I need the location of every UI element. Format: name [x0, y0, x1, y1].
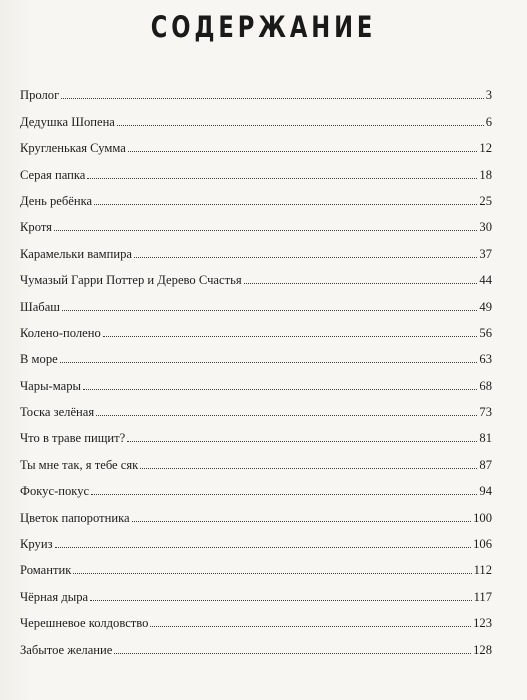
table-of-contents: [20, 76, 492, 657]
toc-entry-page: 117: [473, 589, 492, 604]
toc-entry-page: 56: [479, 325, 492, 340]
toc-leader-dots: [132, 521, 472, 522]
toc-entry: [20, 366, 492, 392]
toc-leader-dots: [87, 178, 477, 179]
toc-leader-dots: [103, 336, 478, 337]
toc-entry-page: 73: [479, 405, 492, 420]
toc-entry: [20, 234, 492, 260]
toc-entry-title: Круиз: [20, 537, 53, 552]
toc-leader-dots: [134, 257, 477, 258]
toc-leader-dots: [128, 151, 478, 152]
toc-leader-dots: [62, 310, 477, 311]
toc-leader-dots: [127, 441, 477, 442]
toc-entry-page: 3: [485, 88, 492, 103]
toc-leader-dots: [61, 98, 483, 99]
toc-entry-title: Пролог: [20, 88, 60, 103]
toc-leader-dots: [150, 626, 471, 627]
toc-entry: [20, 630, 492, 656]
toc-entry: [20, 261, 492, 287]
toc-entry-page: 63: [479, 352, 492, 367]
toc-leader-dots: [90, 600, 471, 601]
toc-leader-dots: [54, 230, 477, 231]
toc-entry: [20, 445, 492, 471]
toc-entry-page: 100: [473, 510, 492, 525]
toc-entry: [20, 102, 492, 128]
toc-entry-page: 87: [479, 457, 492, 472]
toc-leader-dots: [91, 494, 477, 495]
toc-leader-dots: [244, 283, 478, 284]
toc-leader-dots: [55, 547, 472, 548]
toc-entry-title: Колено-полено: [20, 325, 101, 340]
toc-entry: [20, 604, 492, 630]
toc-entry-page: 112: [473, 563, 492, 578]
toc-entry: [20, 76, 492, 102]
toc-entry: [20, 393, 492, 419]
toc-leader-dots: [114, 653, 471, 654]
toc-entry-page: 128: [473, 642, 492, 657]
toc-entry-title: Романтик: [20, 563, 72, 578]
toc-entry: [20, 208, 492, 234]
toc-entry-page: 37: [479, 246, 492, 261]
toc-entry-title: День ребёнка: [20, 193, 93, 208]
toc-entry-title: Карамельки вампира: [20, 246, 133, 261]
toc-leader-dots: [94, 204, 477, 205]
toc-entry-page: 94: [479, 484, 492, 499]
toc-entry-title: В море: [20, 352, 58, 367]
toc-entry-page: 44: [479, 273, 492, 288]
toc-entry: [20, 314, 492, 340]
toc-entry-title: Чары-мары: [20, 378, 81, 393]
toc-entry-title: Фокус-покус: [20, 484, 90, 499]
toc-entry: [20, 472, 492, 498]
toc-entry-title: Чёрная дыра: [20, 589, 89, 604]
toc-entry-title: Ты мне так, я тебе сяк: [20, 457, 139, 472]
toc-entry: [20, 525, 492, 551]
toc-leader-dots: [60, 362, 478, 363]
toc-entry-page: 30: [479, 220, 492, 235]
toc-entry-page: 12: [479, 141, 492, 156]
toc-entry-title: Черешневое колдовство: [20, 616, 149, 631]
toc-entry: [20, 182, 492, 208]
toc-entry: [20, 419, 492, 445]
toc-entry: [20, 498, 492, 524]
toc-entry: [20, 155, 492, 181]
toc-entry-page: 49: [479, 299, 492, 314]
toc-leader-dots: [140, 468, 477, 469]
toc-entry: [20, 551, 492, 577]
toc-entry-title: Цветок папоротника: [20, 510, 130, 525]
toc-entry-page: 25: [479, 193, 492, 208]
toc-entry-page: 81: [479, 431, 492, 446]
toc-entry: [20, 287, 492, 313]
toc-entry-page: 18: [479, 167, 492, 182]
toc-entry-title: Чумазый Гарри Поттер и Дерево Счастья: [20, 273, 242, 288]
toc-leader-dots: [83, 389, 477, 390]
toc-entry: [20, 577, 492, 603]
toc-entry-title: Дедушка Шопена: [20, 114, 115, 129]
toc-leader-dots: [73, 573, 471, 574]
toc-entry-page: 106: [473, 537, 492, 552]
toc-entry: [20, 340, 492, 366]
toc-entry-title: Что в траве пищит?: [20, 431, 126, 446]
page-title: СОДЕРЖАНИЕ: [150, 10, 377, 44]
toc-entry-page: 6: [485, 114, 492, 129]
toc-entry-page: 68: [479, 378, 492, 393]
toc-entry: [20, 129, 492, 155]
toc-entry-title: Кругленькая Сумма: [20, 141, 126, 156]
toc-entry-title: Кротя: [20, 220, 52, 235]
toc-entry-title: Серая папка: [20, 167, 86, 182]
toc-entry-page: 123: [473, 616, 492, 631]
toc-leader-dots: [96, 415, 477, 416]
toc-entry-title: Тоска зелёная: [20, 405, 95, 420]
toc-entry-title: Шабаш: [20, 299, 60, 314]
toc-leader-dots: [117, 125, 484, 126]
toc-entry-title: Забытое желание: [20, 642, 113, 657]
